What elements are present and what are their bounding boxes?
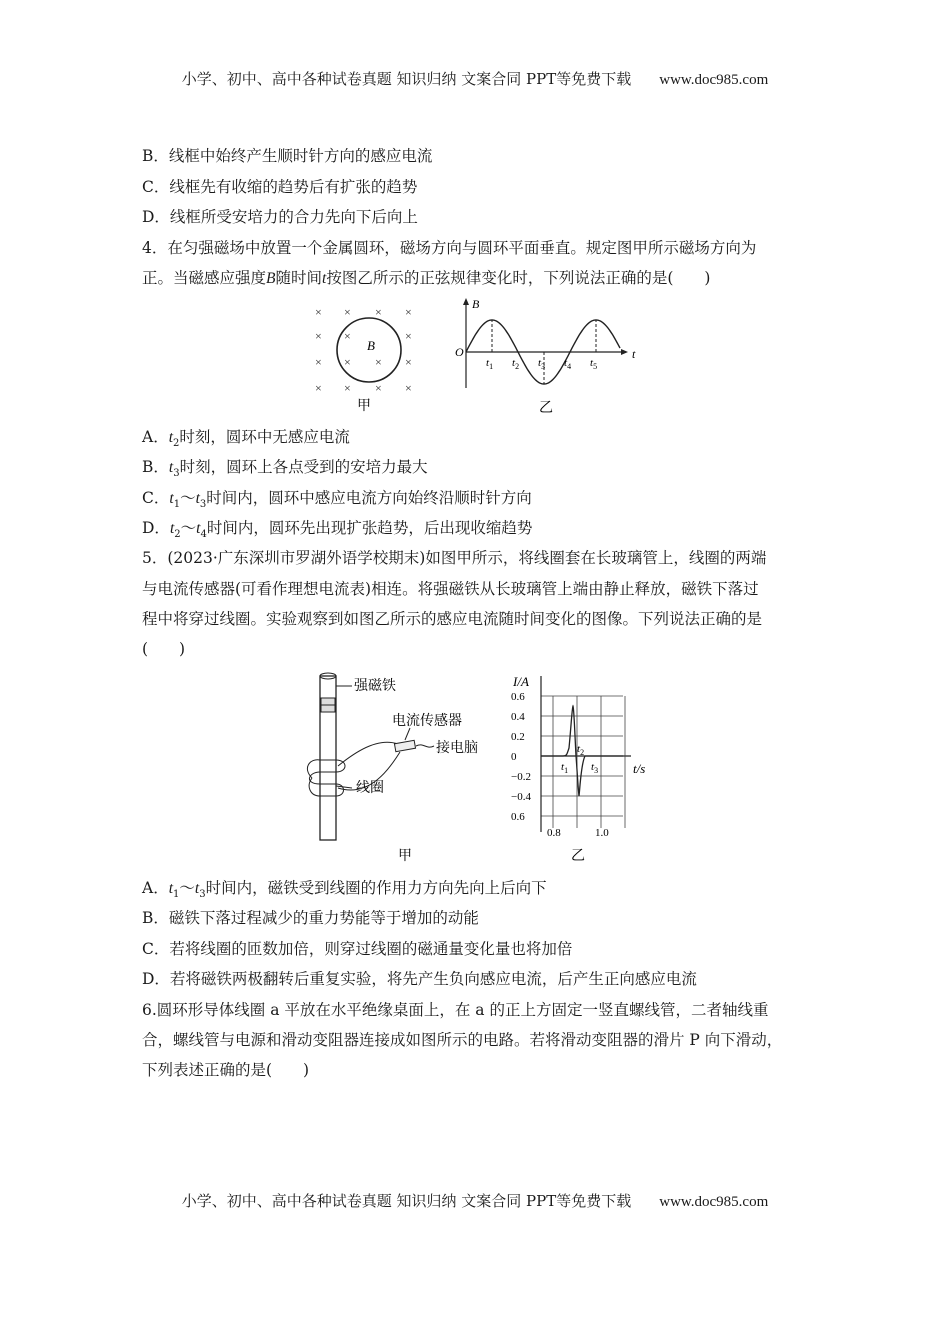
- q4-option-a: A．$t_2$时刻，圆环中无感应电流: [142, 428, 350, 450]
- pulse-time-label: $t_2$: [577, 743, 585, 757]
- page-footer: [0, 1190, 950, 1211]
- pulse-time-label: $t_1$: [561, 761, 569, 775]
- computer-label: 接电脑: [436, 741, 478, 756]
- y-tick-label: 0: [511, 751, 517, 763]
- figure-caption-jia: 甲: [398, 849, 412, 864]
- q5-option-a: A．$t_1\sim t_3$时间内，磁铁受到线圈的作用力方向先向上后向下: [142, 879, 547, 901]
- cross-mark: ×: [344, 329, 351, 343]
- x-tick-label: 1.0: [595, 827, 609, 839]
- coil-label: 线圈: [356, 781, 384, 796]
- q4-option-d: D．$t_2\sim t_4$时间内，圆环先出现扩张趋势，后出现收缩趋势: [142, 519, 533, 541]
- cross-mark: ×: [344, 381, 351, 395]
- t-axis-label: t: [632, 347, 636, 361]
- q5-stem-line3: 程中将穿过线圈。实验观察到如图乙所示的感应电流随时间变化的图像。下列说法正确的是: [142, 610, 763, 628]
- tick-label-t1: $t_1$: [486, 357, 494, 371]
- q5-option-b: B．磁铁下落过程减少的重力势能等于增加的动能: [142, 909, 479, 927]
- origin-label: O: [455, 345, 464, 359]
- pulse-time-label: $t_3$: [591, 761, 599, 775]
- y-tick-label: 0.2: [511, 731, 525, 743]
- cross-mark: ×: [315, 355, 322, 369]
- figure-caption-yi: 乙: [539, 401, 553, 416]
- y-tick-label: −0.2: [511, 771, 531, 783]
- current-axis-label: I/A: [513, 674, 529, 689]
- q3-option-c: C．线框先有收缩的趋势后有扩张的趋势: [142, 178, 418, 196]
- wire-1: [338, 742, 398, 766]
- cross-mark: ×: [405, 305, 412, 319]
- page-header: [0, 68, 950, 89]
- current-ticks: [511, 691, 531, 823]
- current-chart-grid: [541, 676, 631, 832]
- cross-mark: ×: [315, 305, 322, 319]
- b-axis-label: B: [472, 297, 480, 311]
- q4-figure-right: [450, 296, 650, 418]
- q4-stem-line1: 4．在匀强磁场中放置一个金属圆环，磁场方向与圆环平面垂直。规定图甲所示磁场方向为: [142, 239, 757, 257]
- cross-mark: ×: [315, 381, 322, 395]
- q6-stem-line3: 下列表述正确的是( ): [142, 1061, 310, 1079]
- t-axis-arrow: [621, 349, 628, 355]
- time-ticks: [547, 827, 609, 839]
- cross-mark: ×: [344, 355, 351, 369]
- q4-stem-line2: 正。当磁感应强度B随时间t按图乙所示的正弦规律变化时，下列说法正确的是( ): [142, 269, 711, 287]
- q3-option-b: B．线框中始终产生顺时针方向的感应电流: [142, 147, 433, 165]
- footer-text: 小学、初中、高中各种试卷真题 知识归纳 文案合同 PPT等免费下载: [181, 1192, 632, 1210]
- field-label-b: B: [367, 338, 375, 353]
- q5-figure-left: [300, 668, 510, 868]
- sensor-label: 电流传感器: [392, 714, 462, 729]
- x-tick-label: 0.8: [547, 827, 561, 839]
- cross-mark: ×: [375, 355, 382, 369]
- cross-mark: ×: [315, 329, 322, 343]
- y-tick-label: 0.6: [511, 811, 525, 823]
- y-tick-label: 0.4: [511, 711, 525, 723]
- q6-stem-line2: 合，螺线管与电源和滑动变阻器连接成如图所示的电路。若将滑动变阻器的滑片 P 向下滑动，: [142, 1031, 783, 1049]
- q4-option-c: C．$t_1\sim t_3$时间内，圆环中感应电流方向始终沿顺时针方向: [142, 489, 532, 511]
- y-tick-label: −0.4: [511, 791, 531, 803]
- cross-mark: ×: [405, 355, 412, 369]
- tick-label-t5: $t_5$: [590, 357, 598, 371]
- figure-caption-jia: 甲: [357, 399, 371, 414]
- q5-figure-right: [505, 668, 665, 868]
- q6-stem-line1: 6.圆环形导体线圈 a 平放在水平绝缘桌面上，在 a 的正上方固定一竖直螺线管，二者轴线重: [142, 1001, 769, 1019]
- current-sensor: [394, 740, 415, 751]
- cross-mark: ×: [405, 381, 412, 395]
- cross-mark: ×: [375, 381, 382, 395]
- q4-figure-left: [305, 298, 430, 416]
- tick-label-t2: $t_2$: [512, 357, 520, 371]
- q5-stem-line4: ( ): [142, 640, 186, 658]
- time-axis-label: t/s: [633, 761, 646, 776]
- header-text: 小学、初中、高中各种试卷真题 知识归纳 文案合同 PPT等免费下载: [181, 70, 632, 88]
- q5-option-d: D．若将磁铁两极翻转后重复实验，将先产生负向感应电流，后产生正向感应电流: [142, 970, 697, 988]
- header-url[interactable]: www.doc985.com: [659, 72, 769, 88]
- q5-stem-line2: 与电流传感器(可看作理想电流表)相连。将强磁铁从长玻璃管上端由静止释放，磁铁下落过: [142, 580, 759, 598]
- tick-label-t3: $t_3$: [538, 357, 546, 371]
- magnet-label: 强磁铁: [354, 679, 396, 694]
- footer-url[interactable]: www.doc985.com: [659, 1194, 769, 1210]
- q3-option-d: D．线框所受安培力的合力先向下后向上: [142, 208, 418, 226]
- q5-stem-line1: 5．(2023·广东深圳市罗湖外语学校期末)如图甲所示，将线圈套在长玻璃管上，线圈的两端: [142, 549, 767, 567]
- figure-caption-yi: 乙: [571, 849, 585, 864]
- cross-mark: ×: [405, 329, 412, 343]
- q5-option-c: C．若将线圈的匝数加倍，则穿过线圈的磁通量变化量也将加倍: [142, 940, 573, 958]
- y-tick-label: 0.6: [511, 691, 525, 703]
- q4-option-b: B．$t_3$时刻，圆环上各点受到的安培力最大: [142, 458, 428, 480]
- cross-mark: ×: [344, 305, 351, 319]
- cross-mark: ×: [375, 305, 382, 319]
- b-axis-arrow: [463, 298, 469, 305]
- tick-label-t4: $t_4$: [564, 357, 572, 371]
